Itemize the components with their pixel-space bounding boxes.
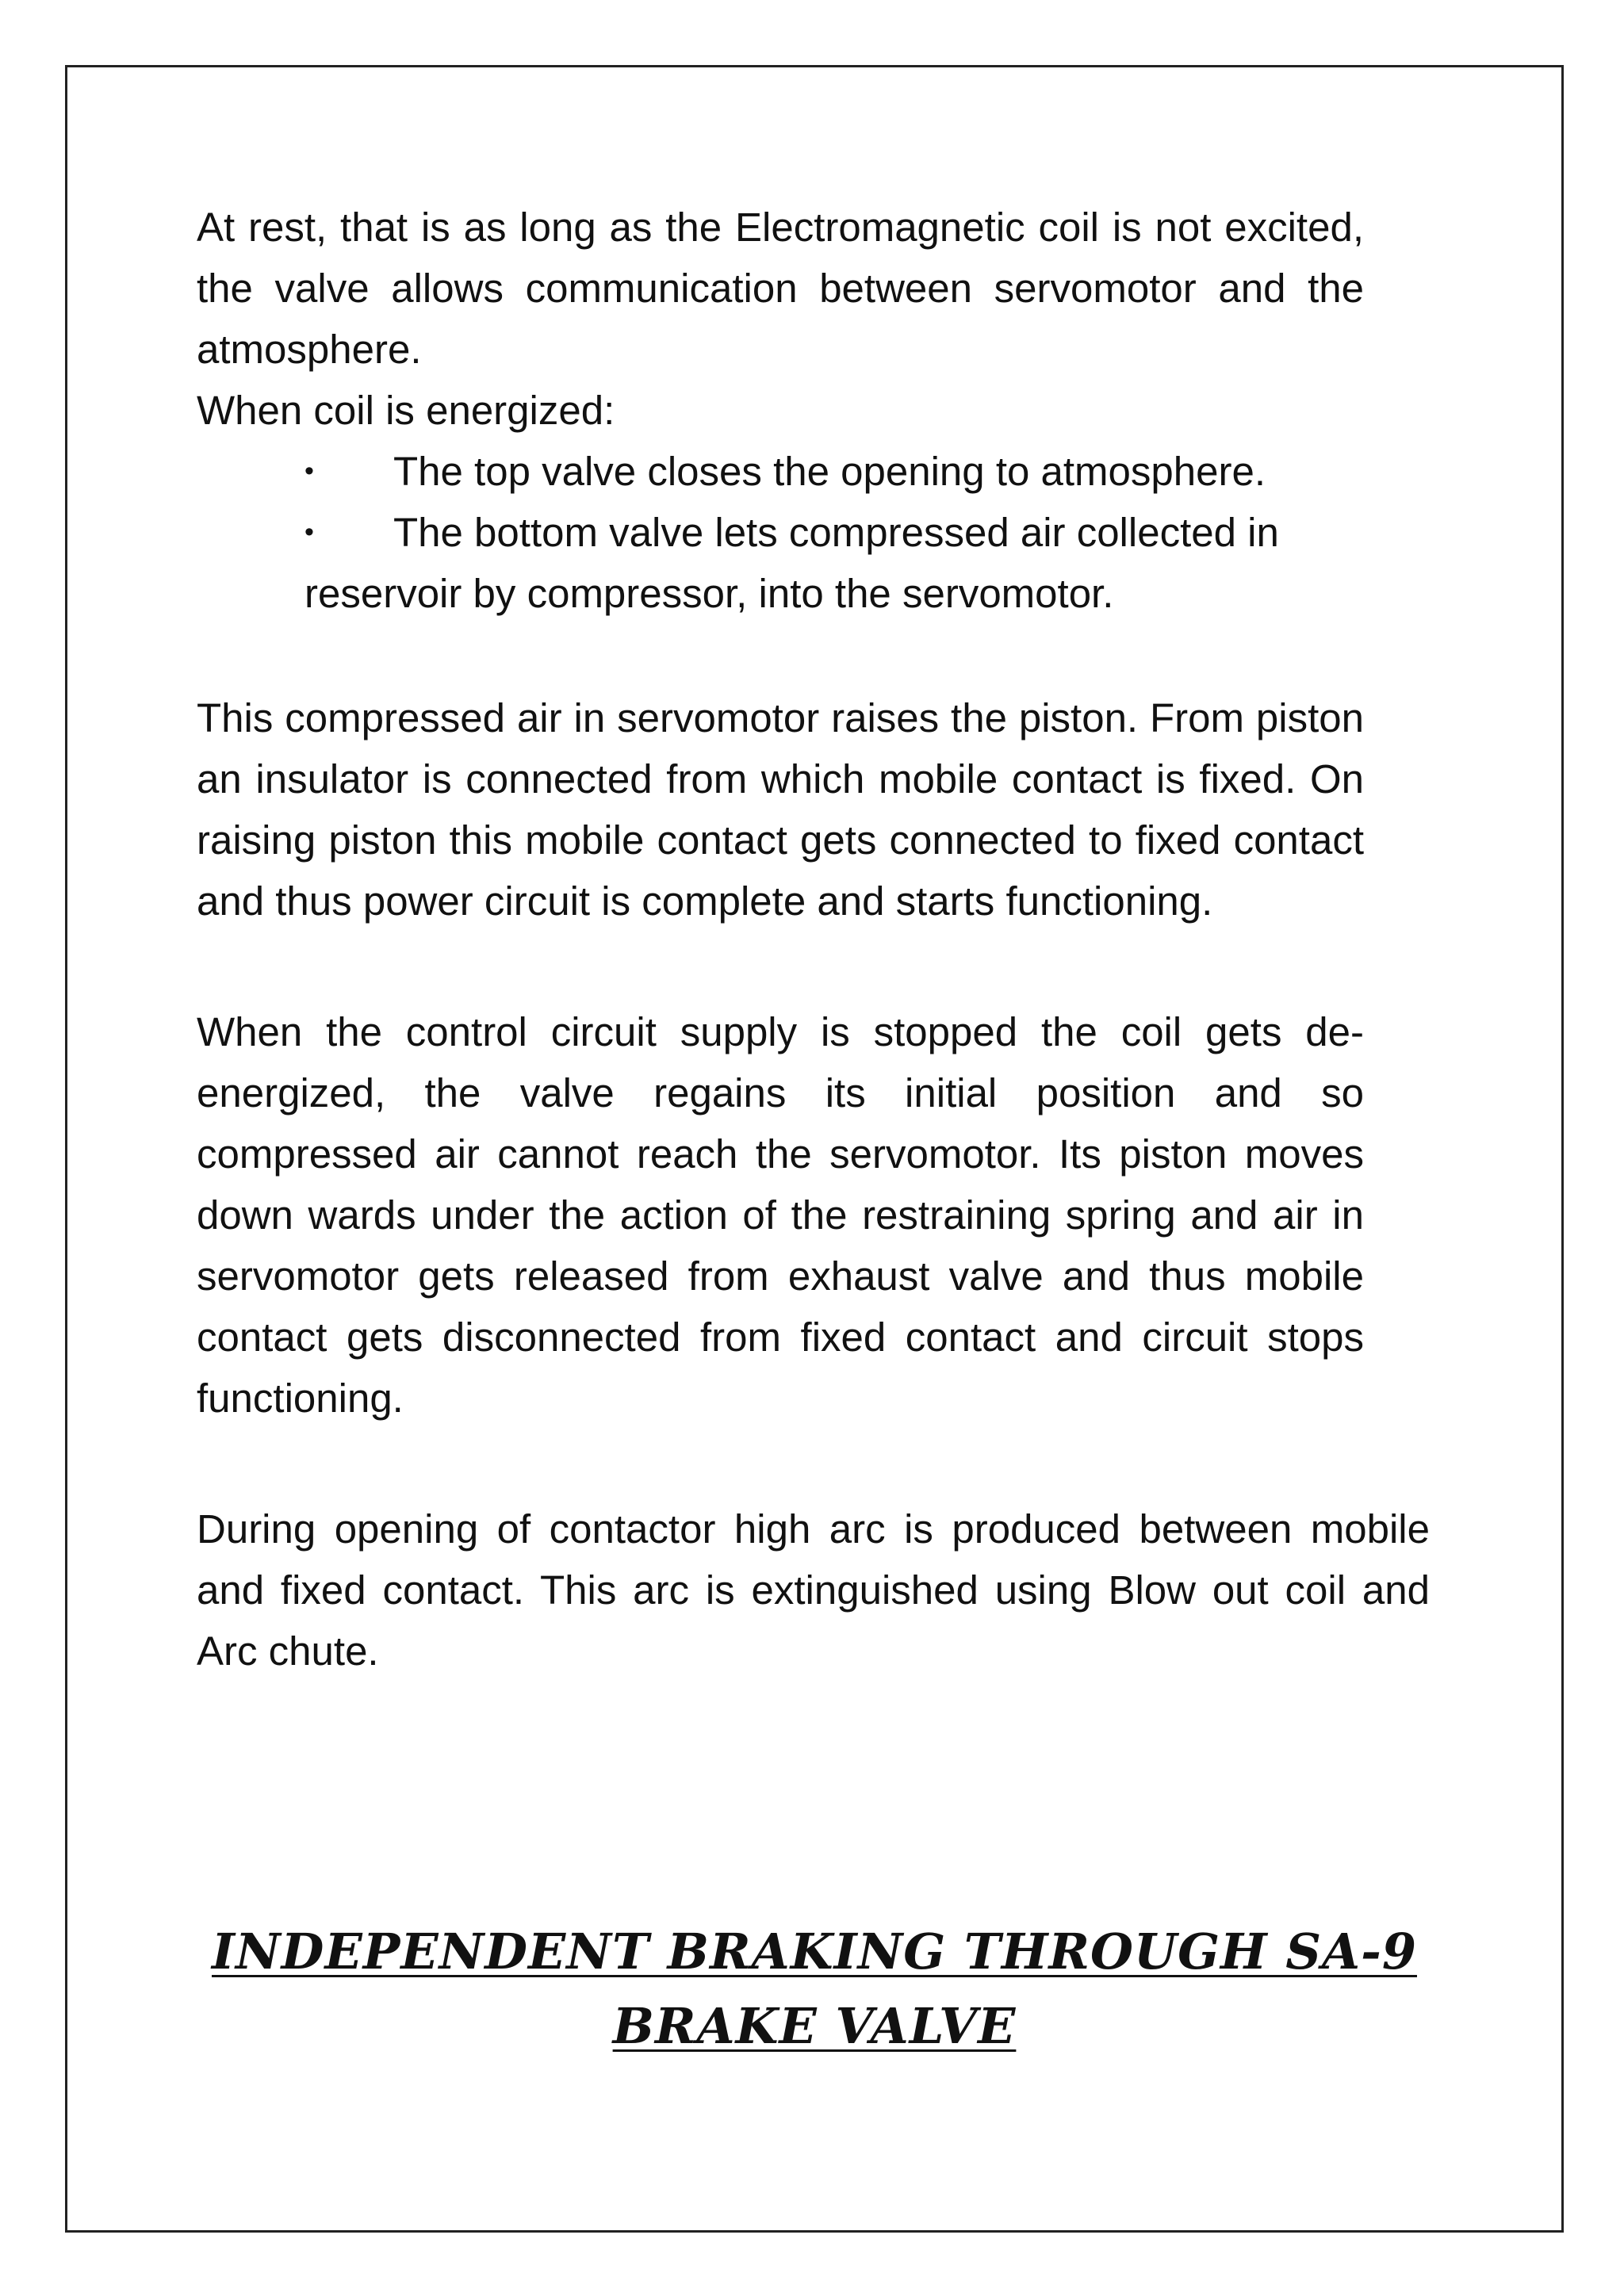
- list-item: [304, 502, 1364, 624]
- bullet-icon: •: [304, 456, 314, 486]
- bullet-text: The top valve closes the opening to atmosphere.: [393, 449, 1266, 494]
- energized-heading: When coil is energized:: [197, 388, 615, 433]
- bullet-text: The bottom valve lets compressed air collected in reservoir by compressor, into the servomotor.: [304, 510, 1279, 616]
- paragraph-arc: During opening of contactor high arc is produced between mobile and fixed contact. This arc is extinguished using Blow out coil and Arc chute.: [197, 1506, 1430, 1674]
- list-item: [304, 441, 1364, 502]
- paragraph-at-rest: At rest, that is as long as the Electromagnetic coil is not excited, the valve allows communication between servomotor and the atmosphere.: [197, 205, 1364, 372]
- section-title: [65, 1915, 1564, 2064]
- document-body: [197, 197, 1430, 1682]
- energized-bullet-list: [197, 441, 1364, 624]
- section-title-line-2: BRAKE VALVE: [612, 1997, 1017, 2055]
- bullet-icon: •: [304, 517, 314, 547]
- paragraph-compressed-air: This compressed air in servomotor raises the piston. From piston an insulator is connected from which mobile contact is fixed. On raising piston this mobile contact gets connected to fixed contact and thus power circuit is complete and starts functioning.: [197, 695, 1364, 924]
- section-title-line-1: INDEPENDENT BRAKING THROUGH SA-9: [212, 1923, 1417, 1980]
- paragraph-de-energized: When the control circuit supply is stopped the coil gets de-energized, the valve regains its initial position and so compressed air cannot reach the servomotor. Its piston moves down wards under the action of the restraining spring and air in servomotor gets released from exhaust valve and thus mobile contact gets disconnected from fixed contact and circuit stops functioning.: [197, 1009, 1364, 1421]
